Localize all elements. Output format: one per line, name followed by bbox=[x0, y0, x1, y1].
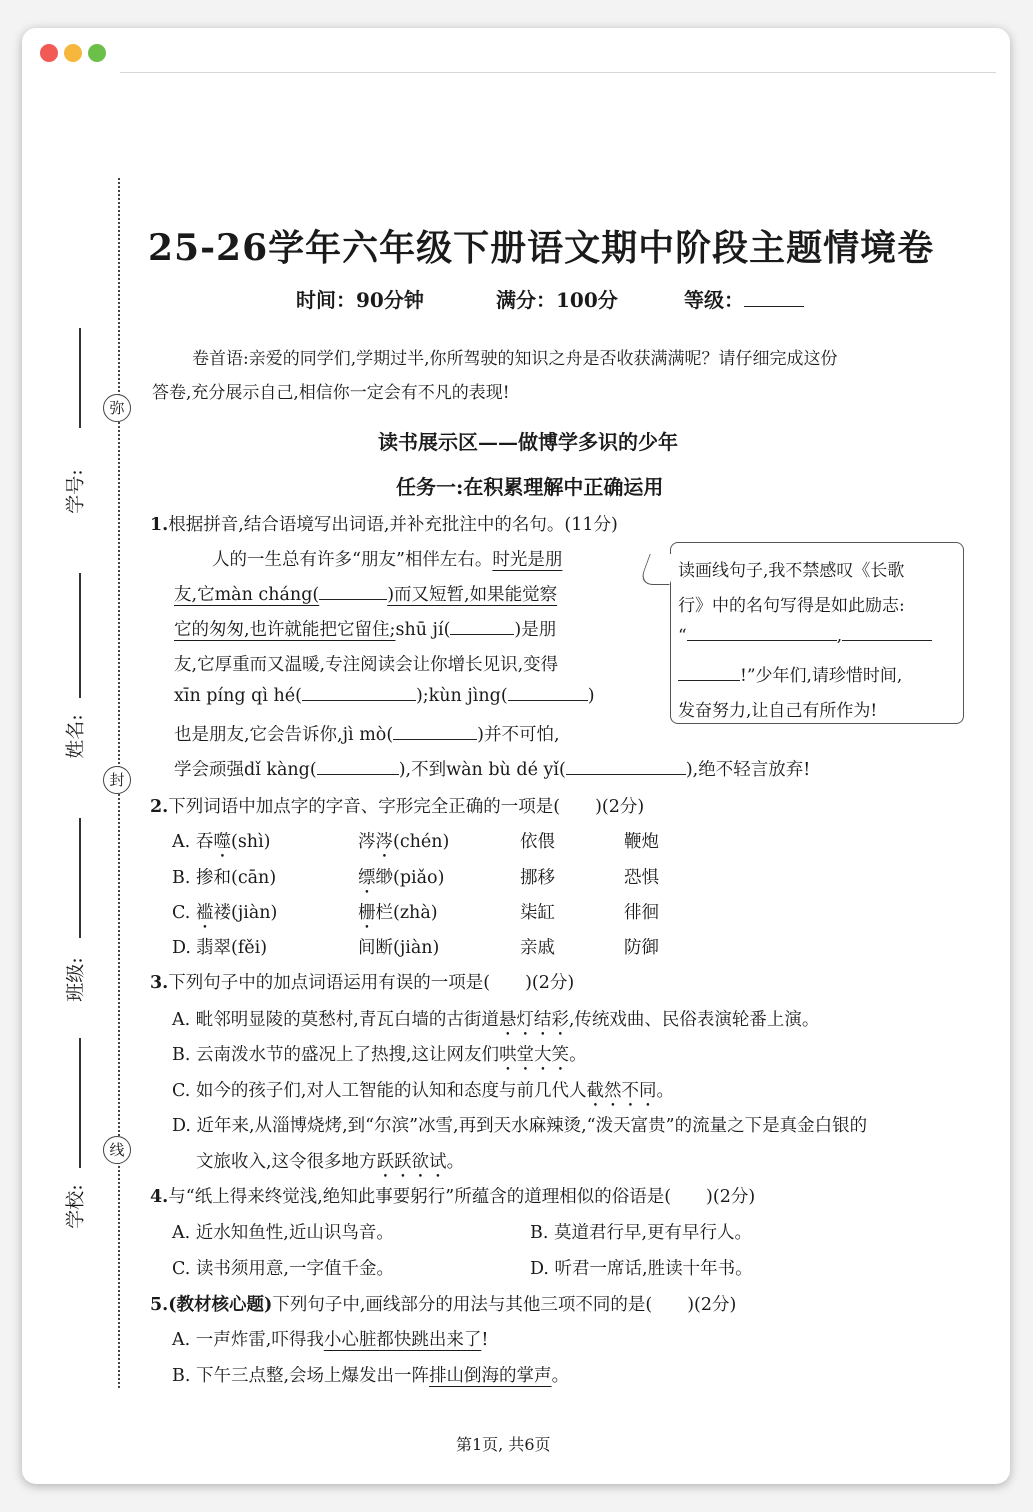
intro-line-2: 答卷,充分展示自己,相信你一定会有不凡的表现! bbox=[152, 383, 510, 403]
grade-field bbox=[684, 284, 804, 313]
q1-line-4: 友,它厚重而又温暖,专注阅读会让你增长见识,变得 bbox=[174, 655, 559, 675]
q5-option-b[interactable]: B. 下午三点整,会场上爆发出一阵排山倒海的掌声。 bbox=[172, 1366, 570, 1386]
q4-option-d[interactable]: D. 听君一席话,胜读十年书。 bbox=[530, 1259, 753, 1279]
q1-line-3: 它的匆匆,也许就能把它留住;shū jí( )是朋 bbox=[174, 620, 557, 640]
student-id-label: 学号: bbox=[64, 469, 87, 514]
q3-option-d-cont: 文旅收入,这令很多地方跃跃欲试。 bbox=[196, 1152, 465, 1172]
student-id-line bbox=[79, 328, 81, 428]
note-line-1: 读画线句子,我不禁感叹《长歌 bbox=[678, 561, 905, 581]
school-label: 学校: bbox=[64, 1184, 87, 1229]
intro-line-1: 卷首语:亲爱的同学们,学期过半,你所驾驶的知识之舟是否收获满满呢？请仔细完成这份 bbox=[192, 349, 838, 369]
q1-line-2: 友,它màn cháng( )而又短暂,如果能觉察 bbox=[174, 585, 558, 605]
question-2-stem: 2.下列词语中加点字的字音、字形完全正确的一项是( )(2分) bbox=[150, 797, 645, 817]
answer-blank[interactable] bbox=[319, 599, 387, 600]
page-title: 25-26学年六年级下册语文期中阶段主题情境卷 bbox=[148, 227, 935, 269]
q1-line-1: 人的一生总有许多“朋友”相伴左右。时光是朋 bbox=[212, 550, 563, 570]
q2-option-3[interactable]: D. 翡翠(fěi) 间断(jiàn) 亲戚 防御 bbox=[172, 938, 659, 958]
q1-line-6: 也是朋友,它会告诉你,jì mò( )并不可怕, bbox=[174, 725, 560, 745]
q4-option-c[interactable]: C. 读书须用意,一字值千金。 bbox=[172, 1259, 394, 1279]
close-button[interactable] bbox=[40, 44, 58, 62]
answer-blank[interactable] bbox=[566, 774, 686, 775]
q1-line-7: 学会顽强dǐ kàng( ),不到wàn bù dé yǐ( ),绝不轻言放弃! bbox=[174, 760, 811, 780]
answer-blank[interactable] bbox=[393, 739, 477, 740]
full-score: 满分：100分 bbox=[496, 288, 618, 312]
note-line-5: 发奋努力,让自己有所作为! bbox=[678, 701, 878, 721]
poem-blank-1[interactable] bbox=[687, 640, 837, 641]
q5-option-a[interactable]: A. 一声炸雷,吓得我小心脏都快跳出来了! bbox=[172, 1330, 489, 1350]
note-line-2: 行》中的名句写得是如此励志: bbox=[678, 596, 905, 616]
q3-option-a[interactable]: A. 毗邻明显陵的莫愁村,青瓦白墙的古街道悬灯结彩,传统戏曲、民俗表演轮番上演。 bbox=[172, 1010, 820, 1030]
seal-mark-feng: 封 bbox=[103, 766, 131, 794]
q4-option-b[interactable]: B. 莫道君行早,更有早行人。 bbox=[530, 1223, 753, 1243]
class-label: 班级: bbox=[64, 957, 87, 1002]
q2-option-0[interactable]: A. 吞噬(shì) 涔涔(chén) 依偎 鞭炮 bbox=[172, 832, 659, 852]
task-title: 任务一:在积累理解中正确运用 bbox=[396, 475, 664, 499]
q3-option-d[interactable]: D. 近年来,从淄博烧烤,到“尔滨”冰雪,再到天水麻辣烫,“泼天富贵”的流量之下是真金白银的 bbox=[172, 1116, 868, 1136]
answer-blank[interactable] bbox=[302, 700, 416, 701]
grade-input[interactable] bbox=[744, 306, 804, 307]
maximize-button[interactable] bbox=[88, 44, 106, 62]
poem-blank-2[interactable] bbox=[842, 640, 932, 641]
q4-option-a[interactable]: A. 近水知鱼性,近山识鸟音。 bbox=[172, 1223, 394, 1243]
page-footer: 第1页, 共6页 bbox=[456, 1435, 551, 1454]
q2-option-1[interactable]: B. 掺和(cān) 缥缈(piǎo) 挪移 恐惧 bbox=[172, 868, 659, 888]
note-line-3: “ , bbox=[678, 626, 932, 646]
name-label: 姓名: bbox=[64, 714, 87, 759]
q3-option-c[interactable]: C. 如今的孩子们,对人工智能的认知和态度与前几代人截然不同。 bbox=[172, 1081, 674, 1101]
q1-line-5: xīn píng qì hé( );kùn jìng( ) bbox=[174, 686, 595, 706]
question-5-stem: 5.(教材核心题)下列句子中,画线部分的用法与其他三项不同的是( )(2分) bbox=[150, 1295, 737, 1315]
answer-blank[interactable] bbox=[317, 774, 399, 775]
school-line bbox=[79, 1038, 81, 1168]
question-4-stem: 4.与“纸上得来终觉浅,绝知此事要躬行”所蕴含的道理相似的俗语是( )(2分) bbox=[150, 1187, 756, 1207]
note-line-4: !”少年们,请珍惜时间, bbox=[678, 661, 902, 686]
q2-option-2[interactable]: C. 褴褛(jiàn) 栅栏(zhà) 柒缸 徘徊 bbox=[172, 903, 659, 923]
minimize-button[interactable] bbox=[64, 44, 82, 62]
title-bar bbox=[22, 28, 1010, 74]
q3-option-b[interactable]: B. 云南泼水节的盛况上了热搜,这让网友们哄堂大笑。 bbox=[172, 1045, 587, 1065]
seal-mark-mi: 弥 bbox=[103, 394, 131, 422]
poem-blank-3[interactable] bbox=[678, 680, 740, 681]
class-line bbox=[79, 818, 81, 938]
exam-time: 时间：90分钟 bbox=[296, 288, 424, 312]
section-title: 读书展示区——做博学多识的少年 bbox=[378, 430, 678, 454]
answer-blank[interactable] bbox=[508, 700, 588, 701]
question-3-stem: 3.下列句子中的加点词语运用有误的一项是( )(2分) bbox=[150, 973, 575, 993]
answer-blank[interactable] bbox=[450, 634, 514, 635]
name-line bbox=[79, 573, 81, 698]
document-window bbox=[22, 28, 1010, 1484]
question-1-stem: 1.根据拼音,结合语境写出词语,并补充批注中的名句。(11分) bbox=[150, 515, 618, 535]
grade-label: 等级： bbox=[684, 288, 744, 312]
seal-mark-xian: 线 bbox=[103, 1136, 131, 1164]
divider bbox=[120, 72, 996, 73]
